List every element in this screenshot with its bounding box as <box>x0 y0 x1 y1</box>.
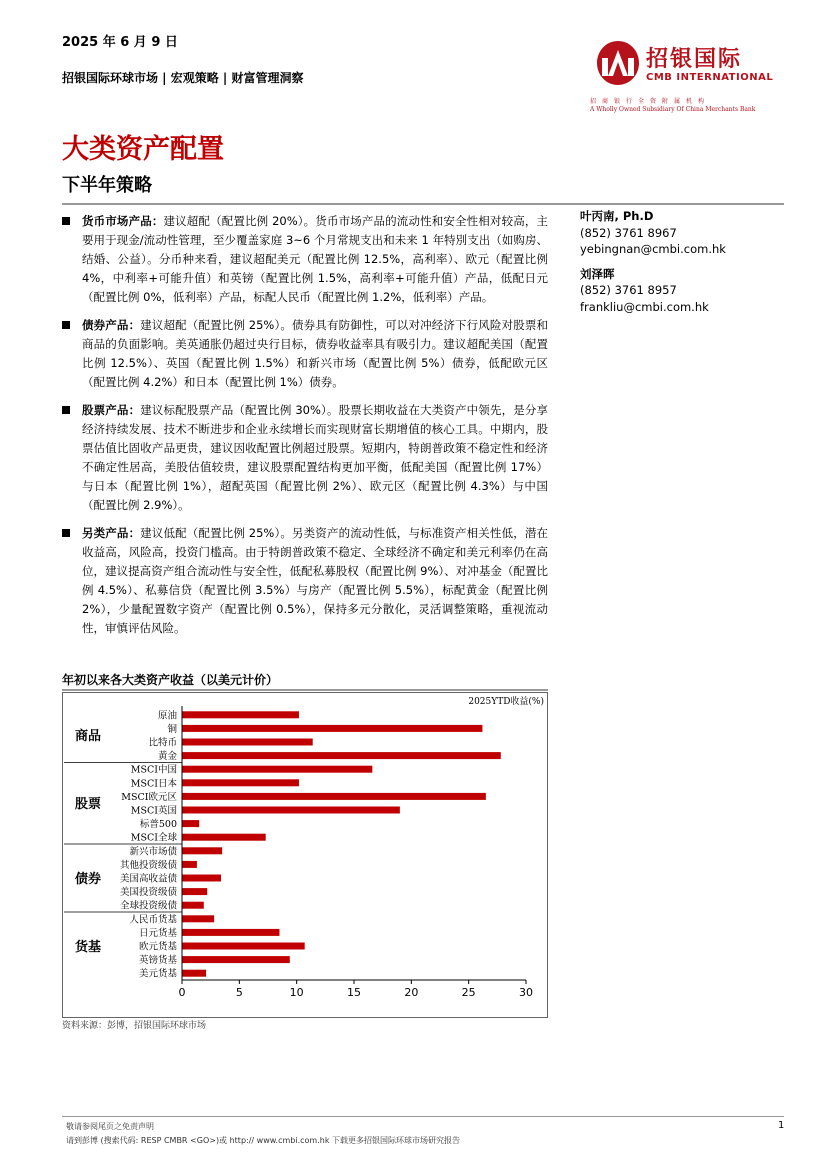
logo-chinese-name: 招银国际 <box>646 47 743 72</box>
bullet-icon <box>62 529 70 537</box>
chart-legend: 2025YTD收益(%) <box>468 697 544 707</box>
analyst-contacts <box>580 208 726 315</box>
category-label: 美国投资级债 <box>119 887 177 899</box>
bullet-icon <box>62 217 70 225</box>
logo-subsidiary-en: A Wholly Owned Subsidiary Of China Merchants Bank <box>590 106 756 113</box>
bar <box>182 793 486 800</box>
bar <box>182 861 197 868</box>
bar <box>182 711 299 718</box>
bar <box>182 943 305 950</box>
group-label: 股票 <box>74 797 102 813</box>
analyst-email[interactable]: yebingnan@cmbi.com.hk <box>580 242 726 256</box>
company-logo <box>590 38 780 118</box>
category-label: 新兴市场债 <box>129 846 177 858</box>
category-label: 英镑货基 <box>138 955 177 967</box>
cmb-logo-icon <box>592 38 644 90</box>
analyst-email[interactable]: frankliu@cmbi.com.hk <box>580 299 709 314</box>
category-label: 美国高收益债 <box>119 873 177 885</box>
report-date: 2025 年 6 月 9 日 <box>62 35 178 50</box>
category-label: 其他投资级债 <box>119 859 177 871</box>
group-label: 货基 <box>74 940 102 955</box>
bar <box>182 929 279 936</box>
analyst-phone: (852) 3761 8967 <box>580 225 677 240</box>
paragraph-heading: 股票产品： <box>82 403 141 417</box>
group-label: 债券 <box>74 872 102 887</box>
paragraph-alternatives <box>62 524 548 638</box>
x-tick-label: 0 <box>178 986 186 999</box>
category-label: 黄金 <box>157 751 177 763</box>
category-label: 美元货基 <box>138 968 177 980</box>
category-label: MSCI全球 <box>130 832 177 844</box>
analyst-name: 刘泽晖 <box>580 266 615 281</box>
divider <box>62 689 548 691</box>
category-label: 人民币货基 <box>129 914 177 926</box>
paragraph-body: 建议超配（配置比例 25%）。债券具有防御性，可以对冲经济下行风险对股票和商品的负面影响。美英通胀仍超过央行目标，债券收益率具有吸引力。建议超配美国（配置比例 12.5%）、英国（配置比例 1.5%）和新兴市场（配置比例 5%）债券，低配欧元区（配置比例 4.2%）和日本（配置比例 1%）债券。 <box>82 318 549 389</box>
bar <box>182 875 221 882</box>
logo-english-name: CMB INTERNATIONAL <box>646 72 774 83</box>
footer-bloomberg[interactable]: 请到彭博 (搜索代码: RESP CMBR <GO>)或 http:// www.cmbi.com.hk 下载更多招银国际环球市场研究报告 <box>66 1136 461 1145</box>
category-label: MSCI英国 <box>130 805 177 817</box>
report-series: 招银国际环球市场 | 宏观策略 | 财富管理洞察 <box>62 71 304 85</box>
page-title: 大类资产配置 <box>62 134 224 165</box>
bar <box>182 956 290 963</box>
analyst-name: 叶丙南, Ph.D <box>580 209 654 223</box>
chart <box>62 692 548 1018</box>
chart-source: 资料来源：彭博，招银国际环球市场 <box>62 1021 207 1031</box>
category-label: 原油 <box>157 710 177 722</box>
page-number: 1 <box>778 1120 785 1131</box>
bar <box>182 834 266 841</box>
category-label: 铜 <box>167 723 177 735</box>
bar <box>182 766 372 773</box>
paragraph-bonds <box>62 316 548 392</box>
bar <box>182 970 206 977</box>
divider <box>62 203 784 205</box>
bar <box>182 752 501 759</box>
paragraph-body: 建议低配（配置比例 25%）。另类资产的流动性低，与标准资产相关性低，潜在收益高，风险高，投资门槛高。由于特朗普政策不稳定、全球经济不确定和美元利率仍在高位，建议提高资产组合流动性与安全性，低配私募股权（配置比例 9%）、对冲基金（配置比例 4.5%）、私募信贷（配置比例 3.5%）与房产（配置比例 5.5%），标配黄金（配置比例 2%），少量配置数字资产（配置比例 0.5%），保持多元分散化，灵活调整策略，重视流动性，审慎评估风险。 <box>82 526 549 635</box>
page-subtitle: 下半年策略 <box>62 175 152 196</box>
group-label: 商品 <box>74 729 102 745</box>
paragraph-body: 建议标配股票产品（配置比例 30%）。股票长期收益在大类资产中领先，是分享经济持续发展、技术不断进步和企业永续增长而实现财富长期增值的核心工具。中期内，股票估值比固收产品更贵，建议因收配置比例超过股票。短期内，特朗普政策不稳定性和经济不确定性居高，美股估值较贵，建议股票配置结构更加平衡，低配美国（配置比例 17%）与日本（配置比例 1%），超配英国（配置比例 2%）、欧元区（配置比例 4.3%）与中国（配置比例 2.9%）。 <box>82 403 549 512</box>
x-tick-label: 25 <box>461 986 476 999</box>
category-label: 比特币 <box>148 737 177 749</box>
paragraph-equities <box>62 401 548 515</box>
main-content <box>62 212 548 647</box>
bar <box>182 820 199 827</box>
bar <box>182 725 482 732</box>
bullet-icon <box>62 406 70 414</box>
bar <box>182 847 222 854</box>
x-tick-label: 20 <box>404 986 419 999</box>
bar <box>182 888 207 895</box>
paragraph-heading: 货币市场产品： <box>82 214 164 228</box>
bullet-icon <box>62 321 70 329</box>
bar <box>182 739 313 746</box>
paragraph-heading: 另类产品： <box>82 526 141 540</box>
bar <box>182 915 214 922</box>
category-label: 日元货基 <box>138 927 177 939</box>
bar <box>182 807 400 814</box>
x-tick-label: 15 <box>347 986 361 999</box>
bar <box>182 779 299 786</box>
category-label: 全球投资级债 <box>119 900 177 912</box>
category-label: MSCI欧元区 <box>121 791 177 803</box>
paragraph-heading: 债券产品： <box>82 318 141 332</box>
bar <box>182 902 204 909</box>
category-label: MSCI中国 <box>130 764 177 776</box>
chart-svg <box>62 692 548 1018</box>
paragraph-money-market <box>62 212 548 307</box>
x-tick-label: 10 <box>289 986 304 999</box>
paragraph-body: 建议超配（配置比例 20%）。货币市场产品的流动性和安全性相对较高，主要用于现金/流动性管理，至少覆盖家庭 3~6 个月常规支出和未来 1 年特別支出（如购房、结婚、公益）。分币种来看，建议超配美元（配置比例 12.5%，高利率）、欧元（配置比例 4%，中利率+可能升值）和英镑（配置比例 1.5%，高利率+可能升值）产品，低配日元（配置比例 0%，低利率）产品，标配人民币（配置比例 1.2%，低利率）产品。 <box>82 214 549 304</box>
category-label: 标普500 <box>139 819 177 831</box>
chart-title: 年初以来各大类资产收益（以美元计价） <box>62 673 279 687</box>
footer-divider <box>62 1116 784 1117</box>
analyst-phone: (852) 3761 8957 <box>580 283 677 297</box>
category-label: 欧元货基 <box>138 941 177 953</box>
footer-disclaimer: 敬请参阅尾页之免责声明 <box>66 1122 154 1131</box>
x-tick-label: 30 <box>519 986 533 999</box>
logo-subsidiary-cn: 招商银行全资附属机构 <box>590 98 711 105</box>
x-tick-label: 5 <box>235 986 243 999</box>
category-label: MSCI日本 <box>130 778 177 790</box>
